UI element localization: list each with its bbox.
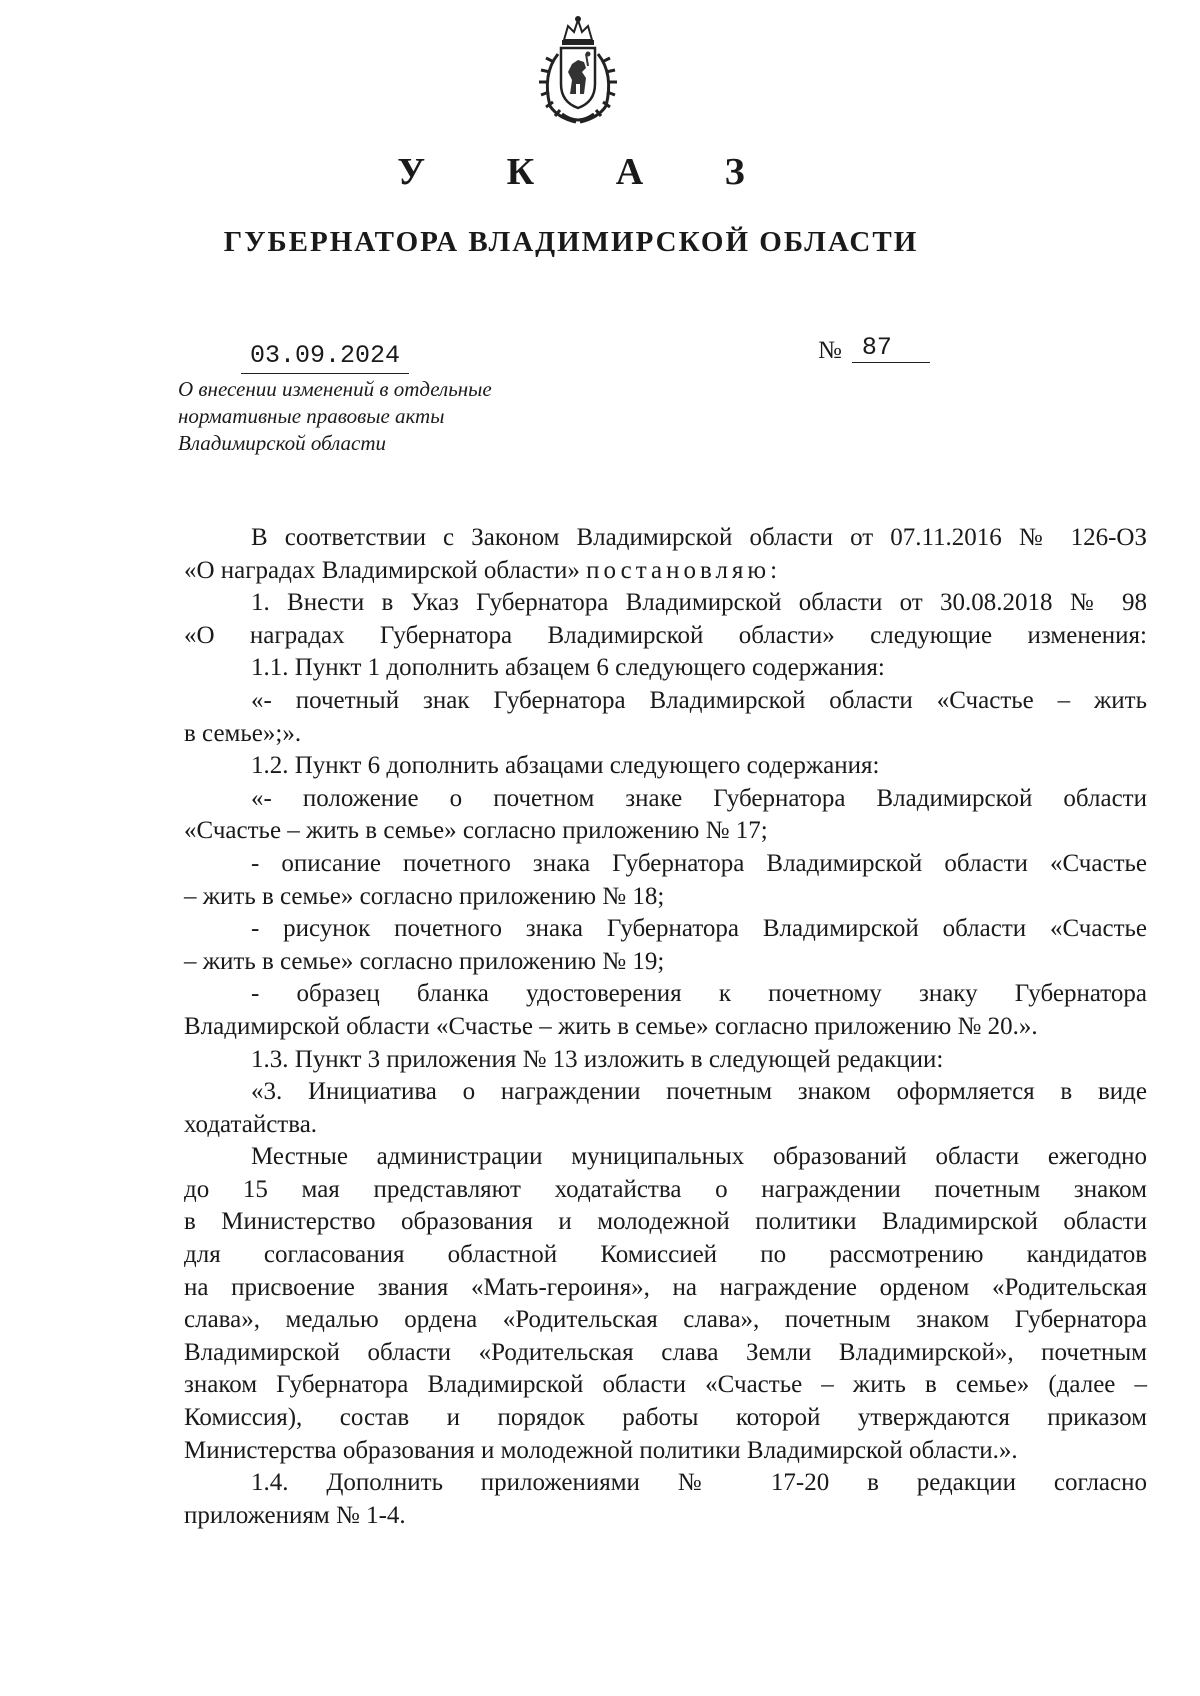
body-line: – жить в семье» согласно приложению № 18; <box>184 882 665 910</box>
body-line: - рисунок почетного знака Губернатора Владимирской области «Счастье <box>251 915 1147 943</box>
body-line: знаком Губернатора Владимирской области «Счастье – жить в семье» (далее – <box>184 1371 1147 1399</box>
body-line: Владимирской области «Родительская слава Земли Владимирской», почетным <box>184 1338 1147 1366</box>
body-line-part: «О наградах Владимирской области» <box>184 556 580 584</box>
body-line: слава», медалью ордена «Родительская слава», почетным знаком Губернатора <box>184 1306 1147 1334</box>
body-line: «3. Инициатива о награждении почетным знаком оформляется в виде <box>251 1078 1147 1106</box>
document-subtitle: ГУБЕРНАТОРА ВЛАДИМИРСКОЙ ОБЛАСТИ <box>223 226 919 258</box>
body-line: 1.3. Пункт 3 приложения № 13 изложить в следующей редакции: <box>251 1045 944 1073</box>
body-line: на присвоение звания «Мать-героиня», на награждение орденом «Родительская <box>184 1273 1147 1301</box>
decree-keyword: постановляю: <box>586 556 782 584</box>
document-body <box>184 522 1147 1532</box>
body-line: до 15 мая представляют ходатайства о награждении почетным знаком <box>184 1175 1147 1203</box>
document-number <box>818 333 930 367</box>
body-line: приложениям № 1-4. <box>184 1501 406 1529</box>
subject-line: нормативные правовые акты <box>178 404 445 428</box>
body-line: в семье»;». <box>184 719 302 747</box>
body-line: «О наградах Губернатора Владимирской области» следующие изменения: <box>184 621 1147 649</box>
document-subject <box>178 376 578 457</box>
body-line: - образец бланка удостоверения к почетному знаку Губернатора <box>251 980 1147 1008</box>
body-line: Владимирской области «Счастье – жить в семье» согласно приложению № 20.». <box>184 1012 1038 1040</box>
body-line: Местные администрации муниципальных образований области ежегодно <box>251 1143 1147 1171</box>
body-line: «- положение о почетном знаке Губернатора Владимирской области <box>251 784 1147 812</box>
body-line: 1.2. Пункт 6 дополнить абзацами следующего содержания: <box>251 752 880 780</box>
body-line: «Счастье – жить в семье» согласно приложению № 17; <box>184 817 768 845</box>
body-line: 1. Внести в Указ Губернатора Владимирской области от 30.08.2018 № 98 <box>251 589 1147 617</box>
body-line: - описание почетного знака Губернатора Владимирской области «Счастье <box>251 849 1147 877</box>
body-line: Комиссия), состав и порядок работы которой утверждаются приказом <box>184 1404 1147 1432</box>
body-line: 1.1. Пункт 1 дополнить абзацем 6 следующего содержания: <box>251 654 885 682</box>
body-line: В соответствии с Законом Владимирской области от 07.11.2016 № 126-ОЗ <box>251 524 1147 551</box>
body-line: в Министерство образования и молодежной политики Владимирской области <box>184 1208 1147 1236</box>
number-sign: № <box>818 337 842 364</box>
body-line: для согласования областной Комиссией по рассмотрению кандидатов <box>184 1241 1147 1269</box>
number-value: 87 <box>852 333 930 363</box>
body-line: «- почетный знак Губернатора Владимирской области «Счастье – жить <box>251 686 1147 714</box>
subject-line: О внесении изменений в отдельные <box>178 377 492 401</box>
body-line <box>184 555 1147 588</box>
document-title: У К А З <box>397 151 781 193</box>
body-line: 1.4. Дополнить приложениями № 17-20 в редакции согласно <box>251 1469 1147 1497</box>
body-line: Министерства образования и молодежной политики Владимирской области.». <box>184 1436 1018 1464</box>
subject-line: Владимирской области <box>178 431 387 455</box>
document-date: 03.09.2024 <box>241 341 409 374</box>
body-line: – жить в семье» согласно приложению № 19; <box>184 947 665 975</box>
coat-of-arms-icon <box>528 14 628 126</box>
body-line: ходатайства. <box>184 1110 318 1138</box>
